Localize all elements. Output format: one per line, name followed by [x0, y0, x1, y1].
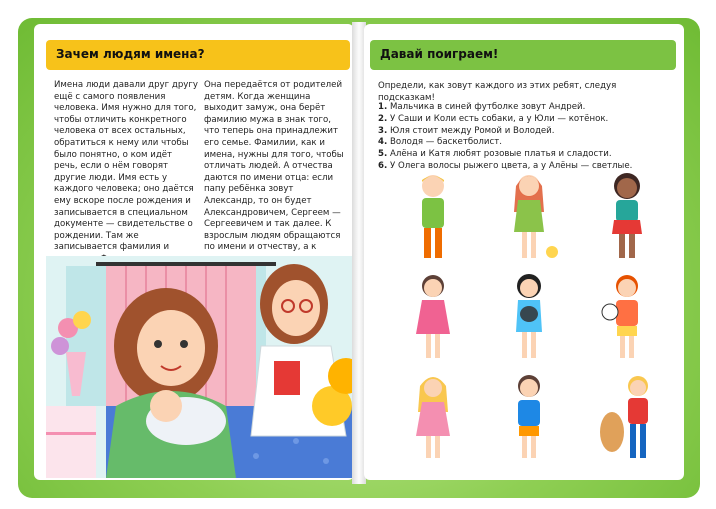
left-text-column-1: Имена люди давали друг другу ещё с самого появления человека. Имя нужно для того, чтобы отличить конкретного человека от всех остальных, обратиться к нему или чтобы было понятно, о ком идёт речь, если о нём говорят другие люди. Имя есть у каждого человека; оно даётся ему вскоре после рождения и записывается в специальном документе — свидетельстве о рождении. Там же записывается фамилия и: [54, 80, 198, 253]
clue-item: 4. Володя — баскетболист.: [378, 137, 502, 148]
child-figure-boy-blue-shirt: [494, 372, 564, 468]
game-intro: Определи, как зовут каждого из этих ребят, следуя подсказкам!: [378, 81, 617, 103]
right-page-title: Давай поиграем!: [380, 47, 499, 61]
left-page-title: Зачем людям имена?: [56, 47, 205, 61]
child-figure-girl-red-hair-cat: [494, 172, 564, 268]
clue-item: 2. У Саши и Коли есть собаки, а у Юли — котёнок.: [378, 113, 609, 124]
child-figure-boy-red-hair-ball: [592, 272, 662, 368]
child-figure-girl-curly-dark: [592, 172, 662, 268]
hospital-scene-image: [46, 256, 354, 478]
clue-item: 6. У Олега волосы рыжего цвета, а у Алёны — светлые.: [378, 160, 633, 171]
left-text-column-2: Она передаётся от родителей детям. Когда женщина выходит замуж, она берёт фамилию мужа в знак того, что теперь она принадлежит его семье. Фамилии, как и имена, нужны для того, чтобы отличать людей. А отчества даются по имени отца: если папу ребёнка зовут Александр, то он будет Александровичем, Сергеем — Сергеевичем и так далее. К взрослым людям обращаются по имени и отчеству, а к: [204, 80, 344, 253]
maternity-illustration: [46, 256, 354, 478]
left-page-header: [46, 40, 350, 70]
children-grid: [378, 172, 674, 468]
clue-list: [378, 102, 674, 173]
child-figure-girl-dark-hair-dog: [494, 272, 564, 368]
left-page: [34, 24, 354, 480]
right-page-header: [370, 40, 676, 70]
clue-item: 5. Алёна и Катя любят розовые платья и сладости.: [378, 149, 612, 160]
right-page: [364, 24, 684, 480]
clue-item: 3. Юля стоит между Ромой и Володей.: [378, 125, 555, 136]
child-figure-boy-green-shirt: [398, 172, 468, 268]
child-figure-girl-blonde-pink-dress: [398, 372, 468, 468]
clue-item: 1. Мальчика в синей футболке зовут Андрей.: [378, 102, 586, 112]
child-figure-girl-pink-dress-pigtails: [398, 272, 468, 368]
child-figure-boy-with-dog: [592, 372, 662, 468]
